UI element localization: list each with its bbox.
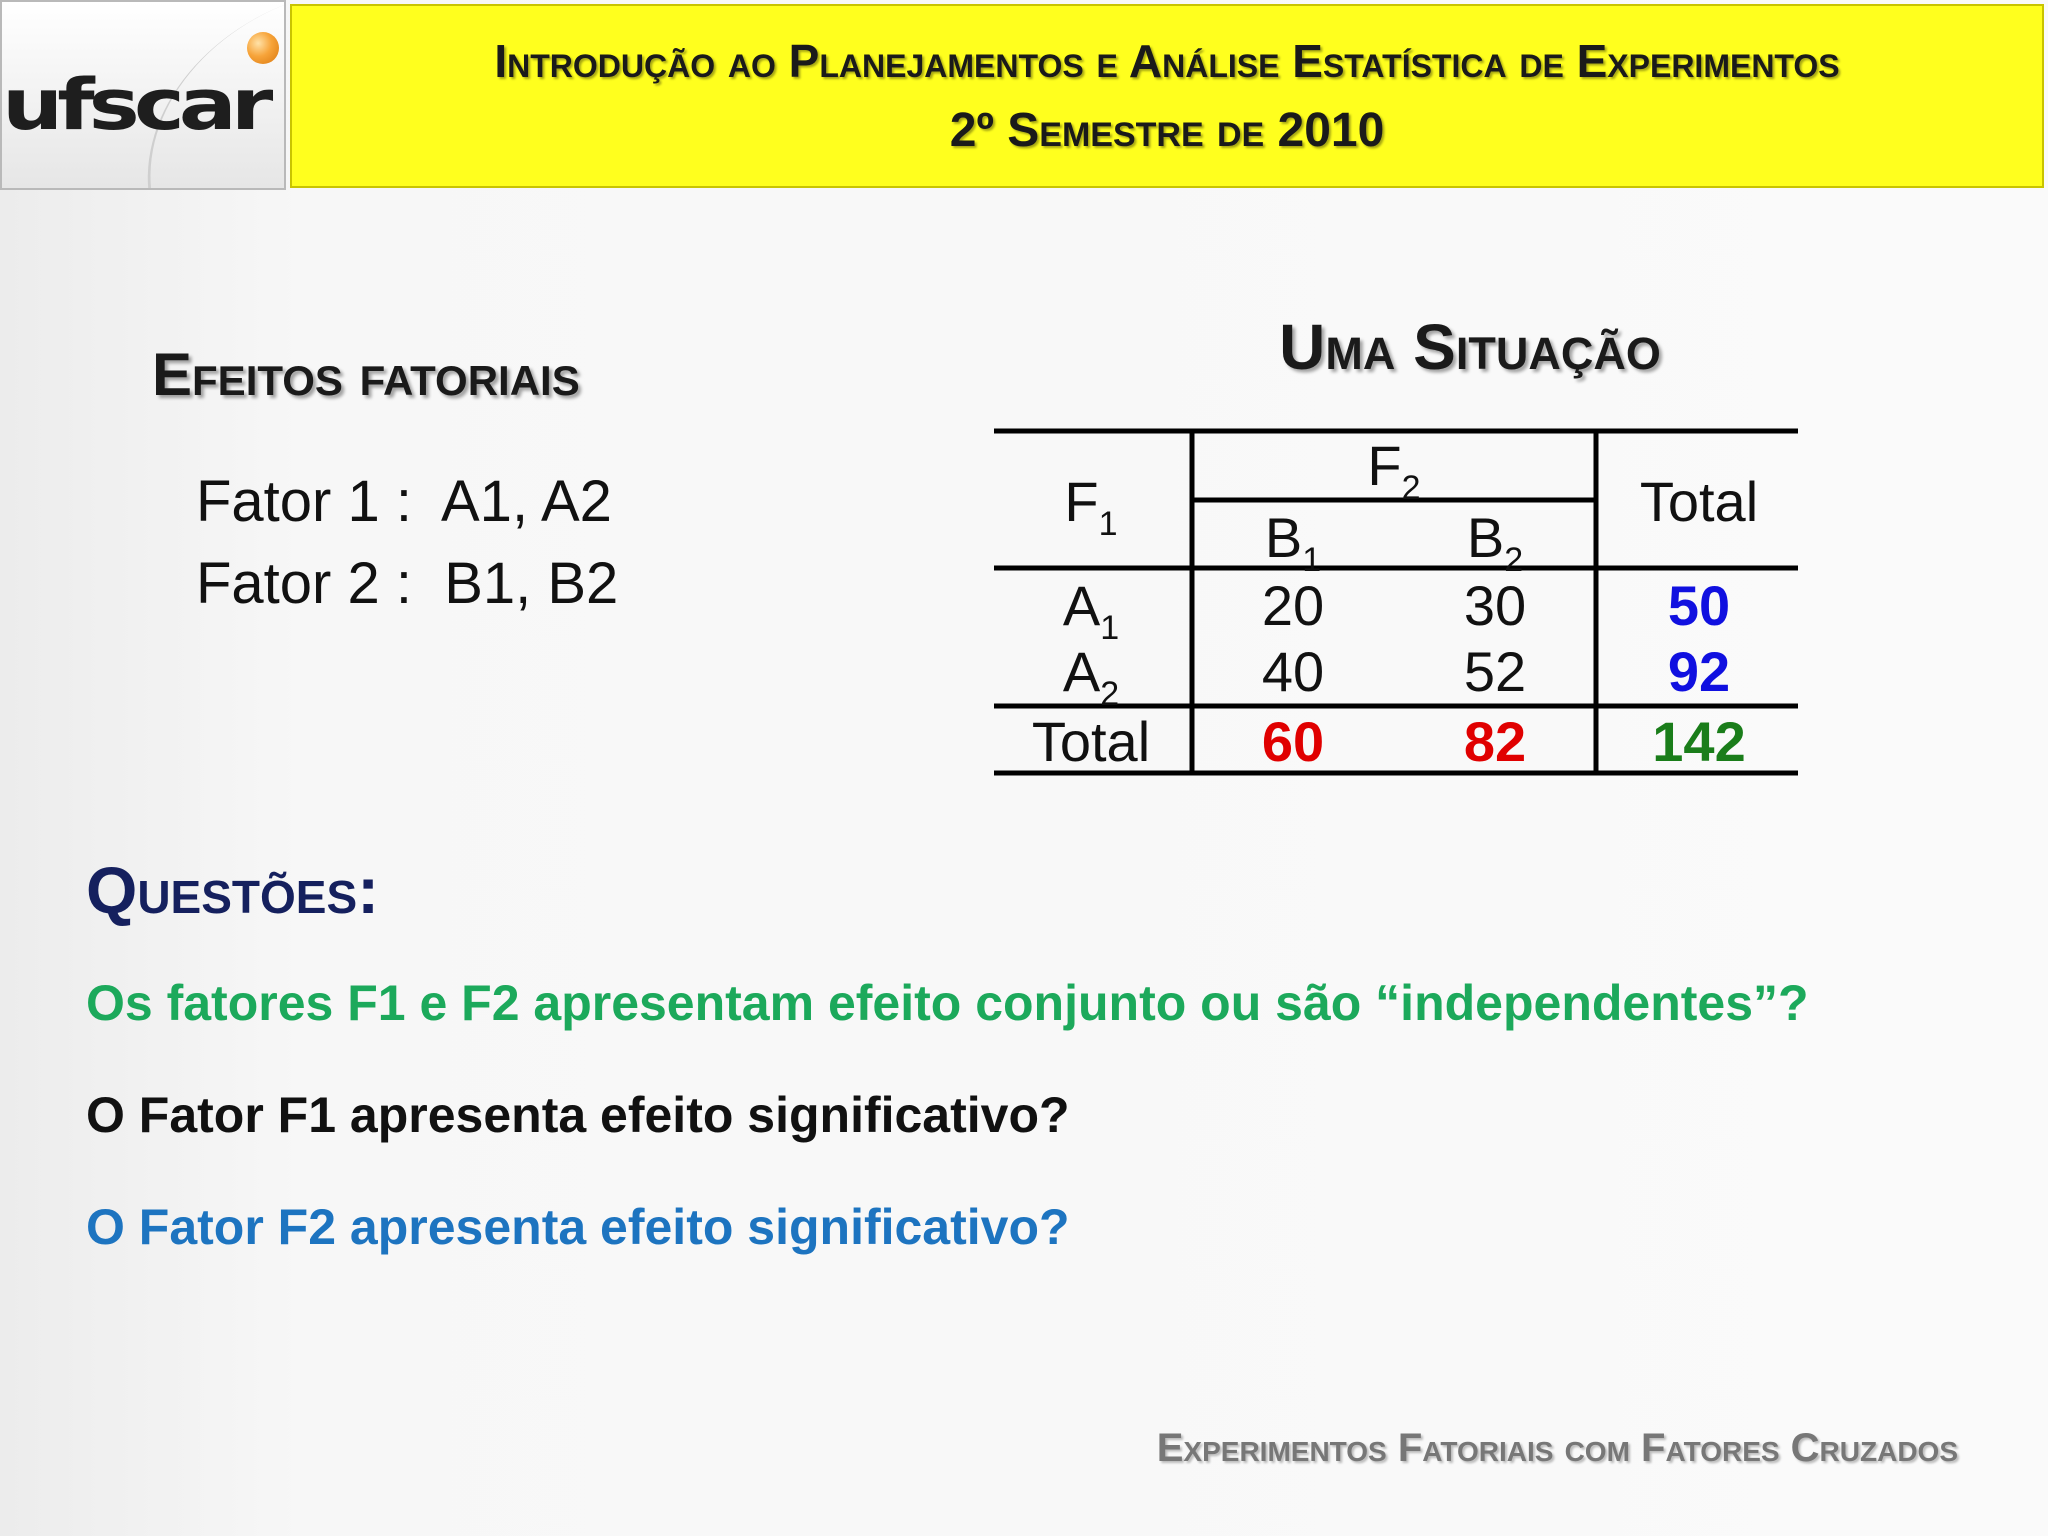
cell-a2-b2: 52 (1463, 640, 1527, 703)
col-level-b2: $B_2$ (1466, 506, 1524, 579)
course-header (290, 4, 2044, 188)
row-level-a1: $A_1$ (1062, 574, 1120, 647)
logo-text: ufscar (2, 64, 268, 146)
footer-topic: Experimentos Fatoriais com Fatores Cruzados (1156, 1426, 1958, 1470)
col-level-b1: $B_1$ (1264, 506, 1322, 579)
col-factor-header: $F_2$ (1367, 434, 1421, 507)
course-title: Introdução ao Planejamentos e Análise Estatística de Experimentos (494, 35, 1840, 87)
question-independence: Os fatores F1 e F2 apresentam efeito conjunto ou são “independentes”? (86, 975, 1809, 1031)
totals-row-label: Total (1031, 710, 1151, 773)
cell-a1-b2: 30 (1463, 574, 1527, 637)
situacao-title: Uma Situação (1279, 311, 1661, 383)
contingency-table (990, 425, 1802, 777)
row-total-a2: 92 (1667, 640, 1731, 703)
logo-orb-icon (247, 32, 279, 64)
ufscar-logo (0, 0, 286, 190)
questoes-title: Questões: (86, 853, 380, 927)
factor-1-levels: Fator 1 : A1, A2 (196, 469, 612, 534)
row-level-a2: $A_2$ (1062, 640, 1120, 713)
question-factor-1: O Fator F1 apresenta efeito significativo? (86, 1087, 1070, 1143)
row-total-a1: 50 (1667, 574, 1731, 637)
col-total-b1: 60 (1261, 710, 1325, 773)
efeitos-title: Efeitos fatoriais (152, 341, 580, 408)
row-factor-header: $F_1$ (1064, 470, 1118, 543)
grand-total: 142 (1652, 710, 1746, 773)
factor-2-levels: Fator 2 : B1, B2 (196, 551, 619, 616)
cell-a2-b1: 40 (1261, 640, 1325, 703)
col-total-b2: 82 (1463, 710, 1527, 773)
semester-label: 2º Semestre de 2010 (949, 104, 1385, 157)
question-factor-2: O Fator F2 apresenta efeito significativo? (86, 1199, 1070, 1255)
cell-a1-b1: 20 (1261, 574, 1325, 637)
total-header: Total (1639, 470, 1759, 533)
